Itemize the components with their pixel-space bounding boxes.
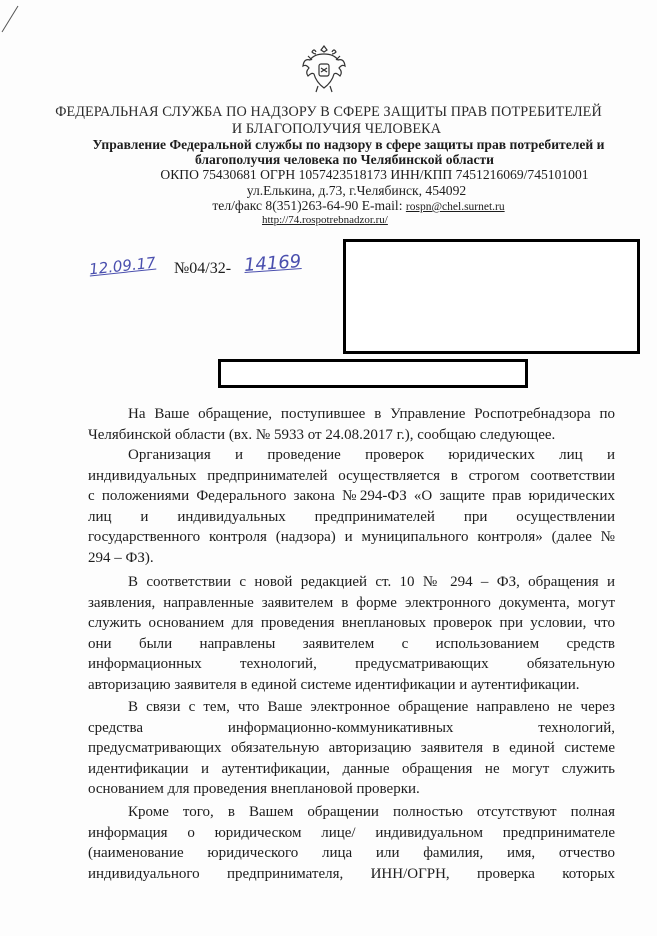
text-line: основанием для проведения внеплановой проверки. [88,781,420,797]
text-line: идентификации и аутентификации, данные обращения не могут служить [88,760,615,777]
redacted-name-block [218,359,528,388]
text-line: (наименование юридического лица или фамилия, имя, отчество [88,845,615,861]
text-line: информационных технологий, предусматривающих обязательную [88,656,615,672]
contact-line [0,198,657,214]
agency-name-line2: И БЛАГОПОЛУЧИЯ ЧЕЛОВЕКА [231,121,442,137]
handwritten-number: 14169 [243,251,302,276]
outgoing-number-label: №04/32- [174,260,232,277]
email-link[interactable]: rospn@chel.surnet.ru [405,201,505,213]
text-line: заявления, направленные заявителем в форме электронного документа, могут [88,594,615,611]
phone-text: тел/факс 8(351)263-64-90 E-mail: [212,198,403,213]
text-line: индивидуального предпринимателя, ИНН/ОГРН, проверка которых [88,865,615,882]
text-line: На Ваше обращение, поступившее в Управление Роспотребнадзора по [128,406,615,422]
paragraph-1 [88,404,615,445]
text-line: В соответствии с новой редакцией ст. 10 № 294 – ФЗ, обращения и [128,574,615,590]
redacted-recipient-block [343,239,640,354]
paragraph-2 [88,445,615,568]
coat-of-arms-icon [300,42,348,96]
text-line: авторизацию заявителя в единой системе идентификации и аутентификации. [88,676,580,693]
paragraph-4 [88,697,615,800]
office-name-line2: благополучия человека по Челябинской области [194,152,495,167]
text-line: Челябинской области (вх. № 5933 от 24.08.2017 г.), сообщаю следующее. [88,426,556,443]
text-line: государственного контроля (надзора) и муниципального контроля» (далее № [88,529,615,545]
text-line: они были направлены заявителем с использованием средств [88,635,615,652]
handwritten-date: 12.09.17 [88,253,157,279]
corner-pen-mark [0,4,22,34]
text-line: с положениями Федерального закона №294-ФЗ «О защите прав юридических [88,488,615,504]
registration-codes: ОКПО 75430681 ОГРН 1057423518173 ИНН/КПП 7451216069/745101001 [160,167,589,182]
paragraph-3 [88,572,615,695]
agency-name-line1: ФЕДЕРАЛЬНАЯ СЛУЖБА ПО НАДЗОРУ В СФЕРЕ ЗАЩИТЫ ПРАВ ПОТРЕБИТЕЛЕЙ [55,104,602,120]
text-line: Кроме того, в Вашем обращении полностью отсутствуют полная [128,804,615,820]
text-line: индивидуальных предпринимателей осуществляется в строгом соответствии [88,467,615,484]
text-line: Организация и проведение проверок юридических лиц и [128,447,615,463]
text-line: средства информационно-коммуникативных технологий, [88,719,615,736]
website-link[interactable]: http://74.rospotrebnadzor.ru/ [262,214,388,226]
office-name-line1: Управление Федеральной службы по надзору в сфере защиты прав потребителей и [92,137,605,152]
text-line: 294 – ФЗ). [88,549,154,566]
postal-address: ул.Елькина, д.73, г.Челябинск, 454092 [246,183,467,198]
text-line: лиц и индивидуальных предпринимателей при осуществлении [88,508,615,525]
text-line: информация о юридическом лице/ индивидуальном предпринимателе [88,824,615,841]
text-line: предусматривающих обязательную авторизацию заявителя в единой системе [88,740,615,756]
paragraph-5 [88,802,615,884]
text-line: служить основанием для проведения внеплановых проверок при условии, что [88,615,615,631]
text-line: В связи с тем, что Ваше электронное обращение направлено не через [128,699,615,715]
